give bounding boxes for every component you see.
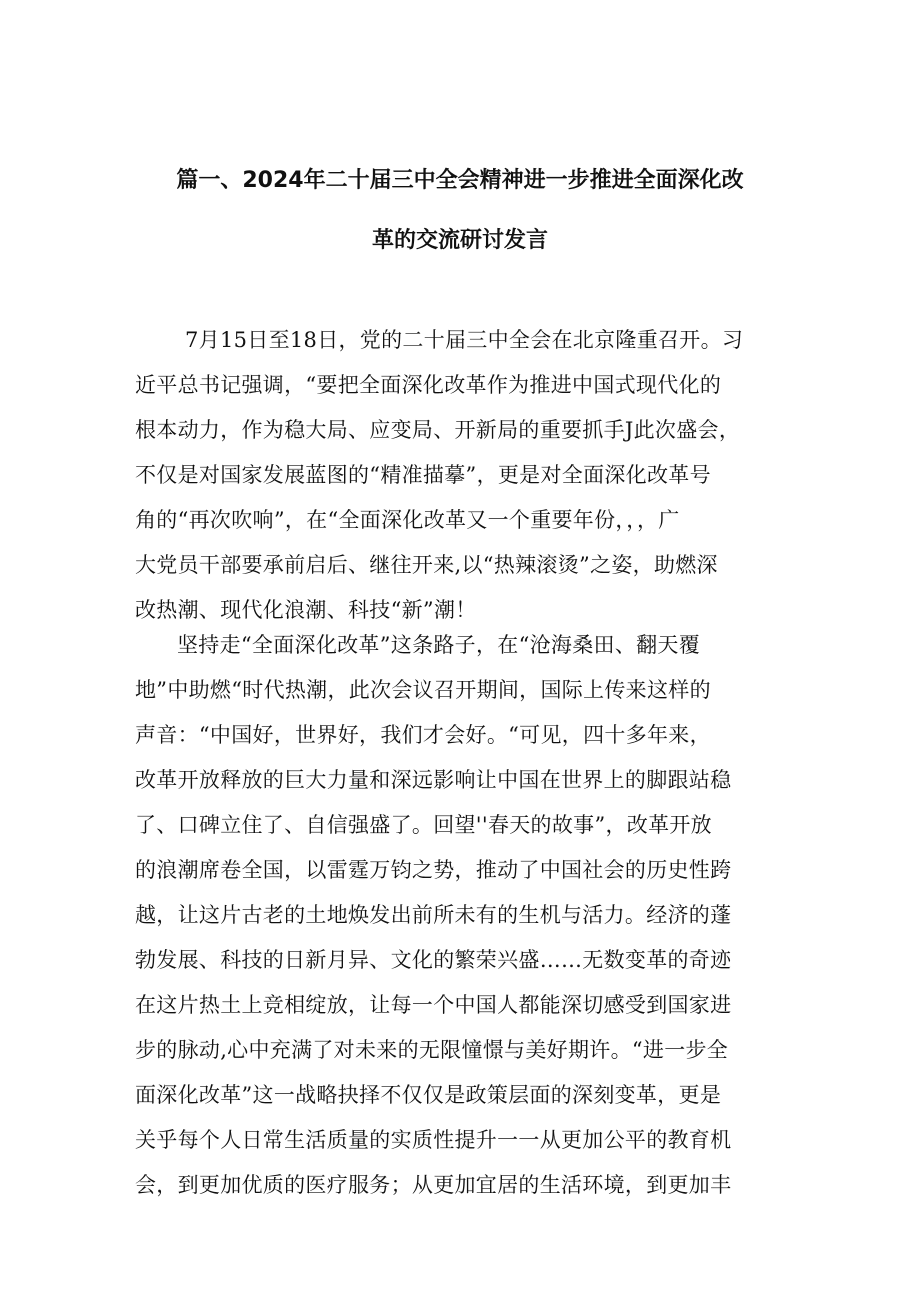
- text-line: 面深化改革”这一战略抉择不仅仅是政策层面的深刻变革，更是: [135, 1083, 722, 1107]
- text-line: 的浪潮席卷全国，以雷霆万钧之势，推动了中国社会的历史性跨: [135, 858, 732, 882]
- text-line: 大党员干部要承前启后、继往开来,以“热辣滚烫”之姿，助燃深: [135, 553, 718, 577]
- document-title-line-2: 革的交流研讨发言: [371, 228, 548, 253]
- text-line: 步的脉动,心中充满了对未来的无限憧憬与美好期许。“进一步全: [135, 1038, 729, 1062]
- text-line: 会，到更加优质的医疗服务；从更加宜居的生活环境，到更加丰: [135, 1173, 732, 1197]
- text-line: 在这片热土上竞相绽放，让每一个中国人都能深切感受到国家进: [135, 993, 732, 1017]
- text-line: 根本动力，作为稳大局、应变局、开新局的重要抓手J此次盛会，: [135, 418, 741, 442]
- text-line: 勃发展、科技的日新月异、文化的繁荣兴盛……无数变革的奇迹: [135, 948, 732, 972]
- text-line: 了、口碑立住了、自信强盛了。回望''春天的故事”，改革开放: [135, 813, 712, 837]
- text-line: 近平总书记强调，“要把全面深化改革作为推进中国式现代化的: [135, 373, 722, 397]
- text-line: 关乎每个人日常生活质量的实质性提升一一从更加公平的教育机: [135, 1128, 732, 1152]
- text-line: 角的“再次吹响”，在“全面深化改革又一个重要年份，，，广: [135, 508, 680, 532]
- text-line: 7月15日至18日，党的二十届三中全会在北京隆重召开。习: [185, 328, 744, 352]
- text-line: 地”中助燃“时代热潮，此次会议召开期间，国际上传来这样的: [135, 678, 711, 702]
- text-line: 坚持走“全面深化改革”这条路子，在“沧海桑田、翻天覆: [177, 633, 701, 657]
- text-line: 越，让这片古老的土地焕发出前所未有的生机与活力。经济的蓬: [135, 903, 732, 927]
- text-line: 声音：“中国好，世界好，我们才会好。“可见，四十多年来，: [135, 723, 711, 747]
- text-line: 改热潮、现代化浪潮、科技“新”潮！: [135, 598, 477, 622]
- text-line: 改革开放释放的巨大力量和深远影响让中国在世界上的脚跟站稳: [135, 768, 732, 792]
- document-title-line-1: 篇一、2024年二十届三中全会精神进一步推进全面深化改: [176, 168, 744, 193]
- text-line: 不仅是对国家发展蓝图的“精准描摹”，更是对全面深化改革号: [135, 463, 711, 487]
